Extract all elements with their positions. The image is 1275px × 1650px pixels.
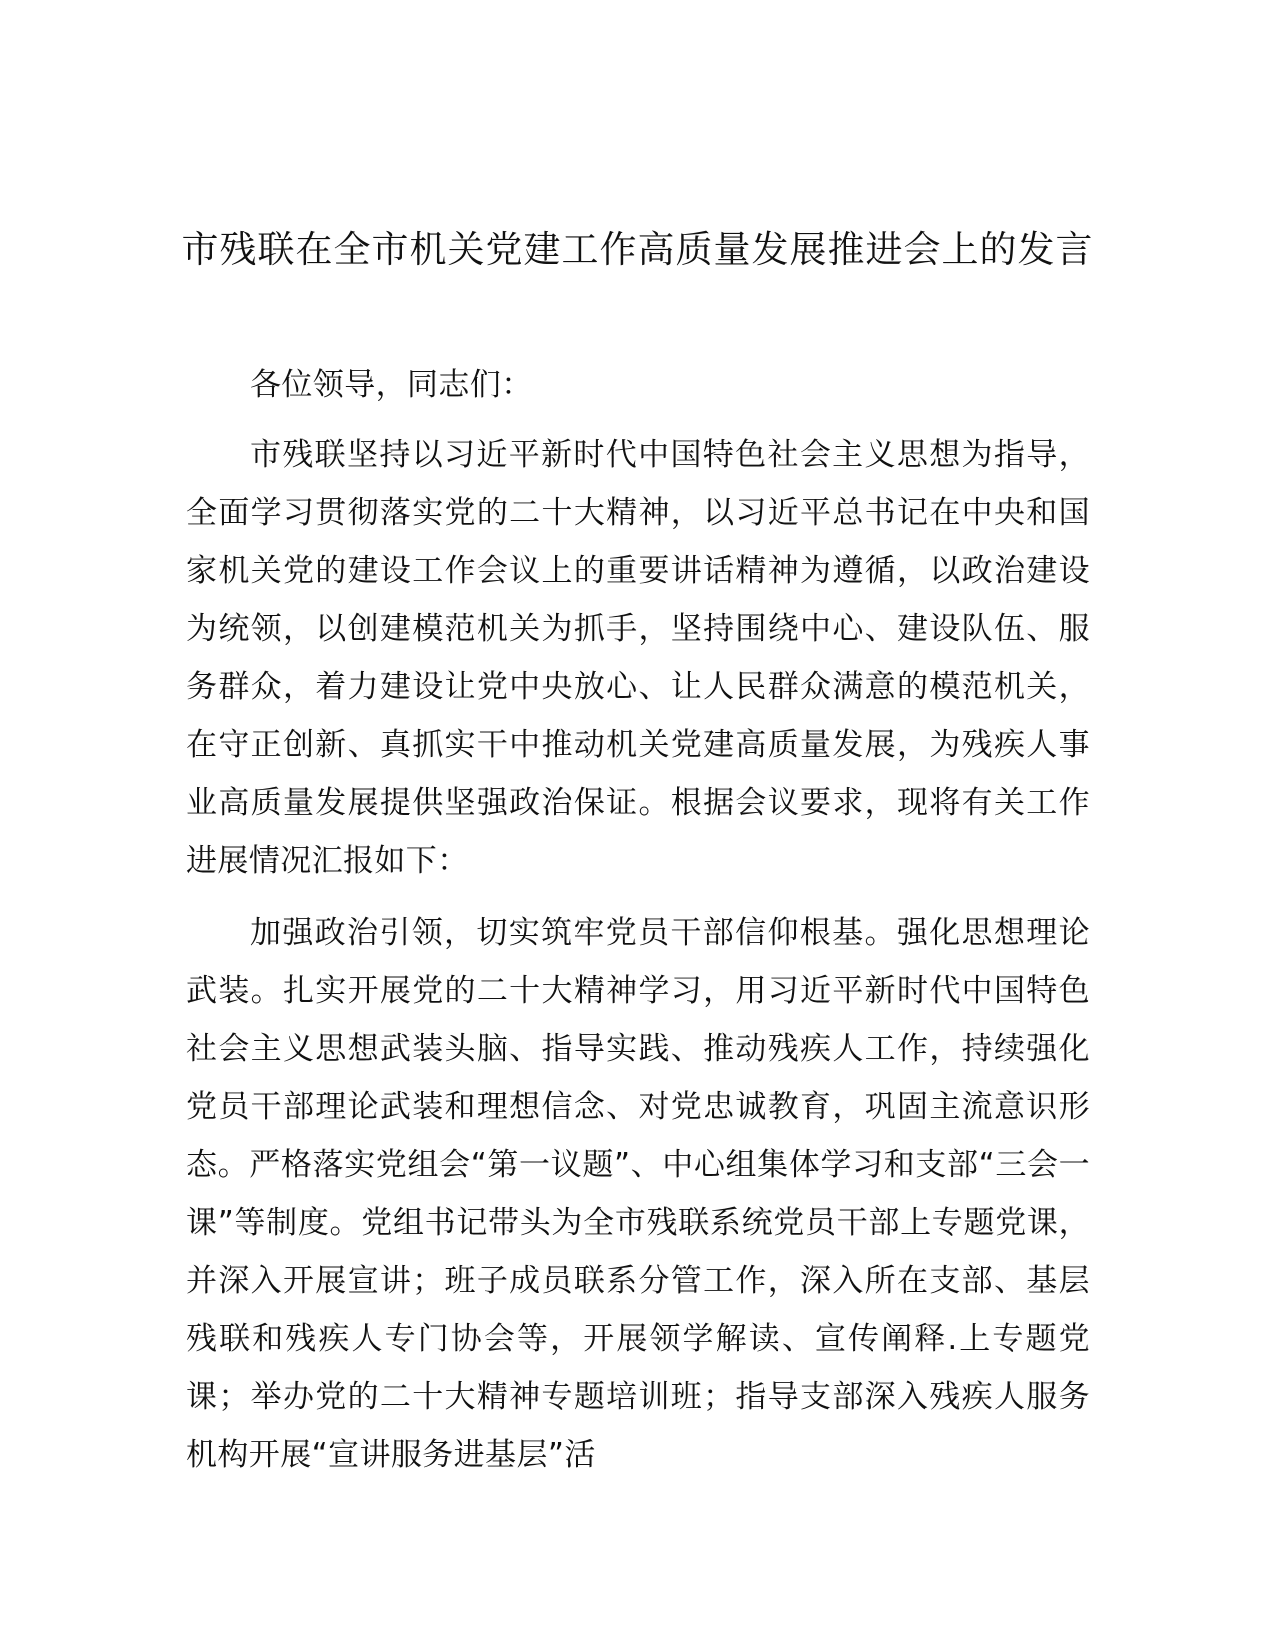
paragraph-political-guidance: 加强政治引领，切实筑牢党员干部信仰根基。强化思想理论武装。扎实开展党的二十大精神学习，用习近平新时代中国特色社会主义思想武装头脑、指导实践、推动残疾人工作，持续强化党员干部理论武装和理想信念、对党忠诚教育，巩固主流意识形态。严格落实党组会“第一议题”、中心组集体学习和支部“三会一课”等制度。党组书记带头为全市残联系统党员干部上专题党课，并深入开展宣讲；班子成员联系分管工作，深入所在支部、基层残联和残疾人专门协会等，开展领学解读、宣传阐释.上专题党课；举办党的二十大精神专题培训班；指导支部深入残疾人服务机构开展“宣讲服务进基层”活 bbox=[186, 915, 1090, 1473]
paragraph-intro: 市残联坚持以习近平新时代中国特色社会主义思想为指导，全面学习贯彻落实党的二十大精神，以习近平总书记在中央和国家机关党的建设工作会议上的重要讲话精神为遵循，以政治建设为统领，以创建模范机关为抓手，坚持围绕中心、建设队伍、服务群众，着力建设让党中央放心、让人民群众满意的模范机关，在守正创新、真抓实干中推动机关党建高质量发展，为残疾人事业高质量发展提供坚强政治保证。根据会议要求，现将有关工作进展情况汇报如下： bbox=[186, 437, 1090, 879]
document-title: 市残联在全市机关党建工作高质量发展推进会上的发言 bbox=[181, 228, 1094, 271]
document-body bbox=[186, 356, 1090, 1498]
greeting: 各位领导，同志们： bbox=[250, 367, 533, 403]
